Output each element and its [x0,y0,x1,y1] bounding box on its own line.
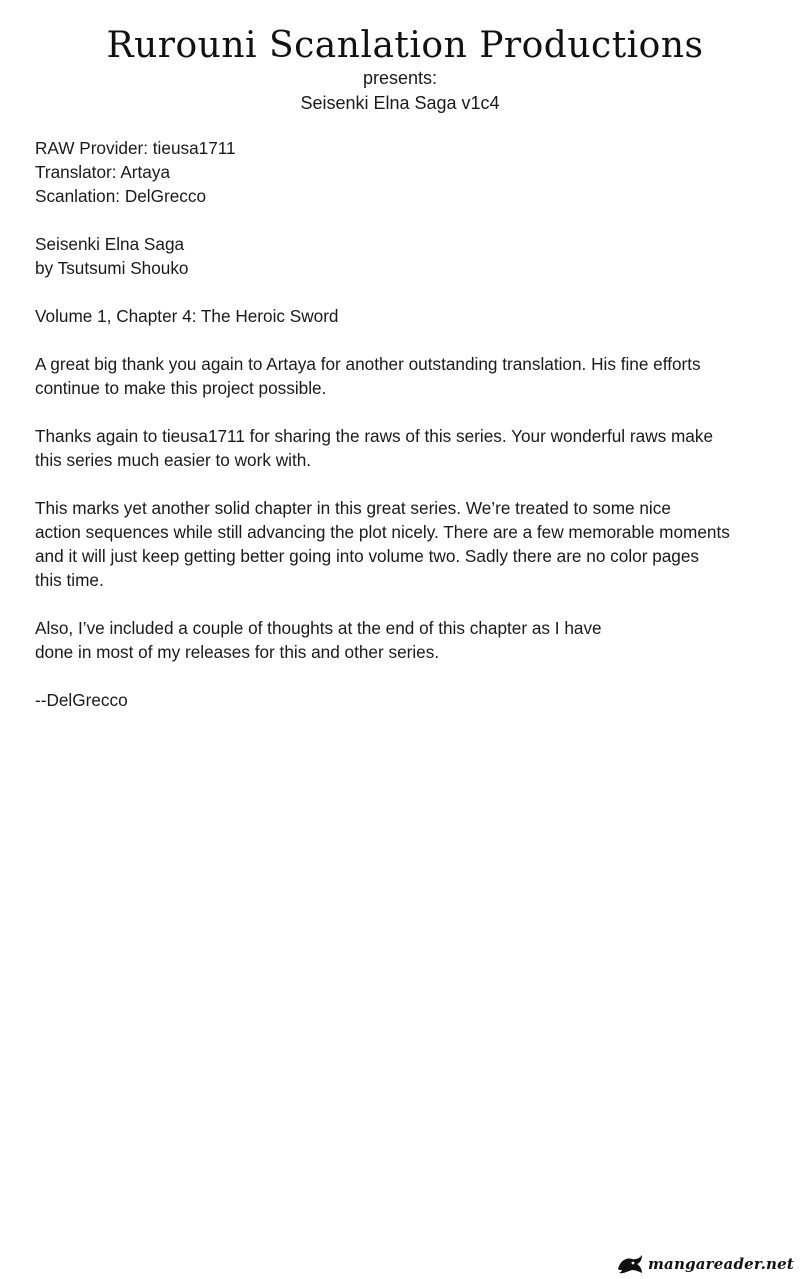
credits-body [35,136,785,712]
translator-line: Translator: Artaya [35,162,171,182]
paragraph-line: Also, I’ve included a couple of thoughts at the end of this chapter as I have [35,618,602,638]
raw-provider-line: RAW Provider: tieusa1711 [35,138,236,158]
spacer [35,280,785,304]
paragraph-line: continue to make this project possible. [35,378,327,398]
watermark [616,1253,794,1275]
spacer [35,592,785,616]
paragraph-chapter-notes [35,496,785,592]
paragraph-line: action sequences while still advancing the plot nicely. There are a few memorable moments [35,522,730,542]
series-block [35,232,785,280]
watermark-text: mangareader.net [647,1255,794,1273]
paragraph-line: this time. [35,570,104,590]
page-header [0,24,800,116]
paragraph-line: This marks yet another solid chapter in this great series. We’re treated to some nice [35,498,671,518]
scanlation-line: Scanlation: DelGrecco [35,186,207,206]
presents-label: presents: [362,68,438,88]
paragraph-thanks-raw [35,424,785,472]
spacer [35,328,785,352]
paragraph-line: Thanks again to tieusa1711 for sharing the raws of this series. Your wonderful raws make [35,426,713,446]
chapter-title: Volume 1, Chapter 4: The Heroic Sword [35,306,339,326]
paragraph-thanks-translator [35,352,785,400]
signature: --DelGrecco [35,690,128,710]
release-title: Seisenki Elna Saga v1c4 [300,93,500,113]
spacer [35,208,785,232]
credits-block [35,136,785,208]
spacer [35,472,785,496]
paragraph-thoughts [35,616,785,664]
paragraph-line: A great big thank you again to Artaya for another outstanding translation. His fine efforts [35,354,701,374]
paragraph-line: done in most of my releases for this and other series. [35,642,440,662]
series-title: Seisenki Elna Saga [35,234,185,254]
creature-logo-icon [616,1253,644,1275]
chapter-block [35,304,785,328]
paragraph-line: this series much easier to work with. [35,450,312,470]
spacer [35,400,785,424]
series-author: by Tsutsumi Shouko [35,258,189,278]
paragraph-line: and it will just keep getting better going into volume two. Sadly there are no color pages [35,546,700,566]
group-title: Rurouni Scanlation Productions [106,25,704,66]
spacer [35,664,785,688]
